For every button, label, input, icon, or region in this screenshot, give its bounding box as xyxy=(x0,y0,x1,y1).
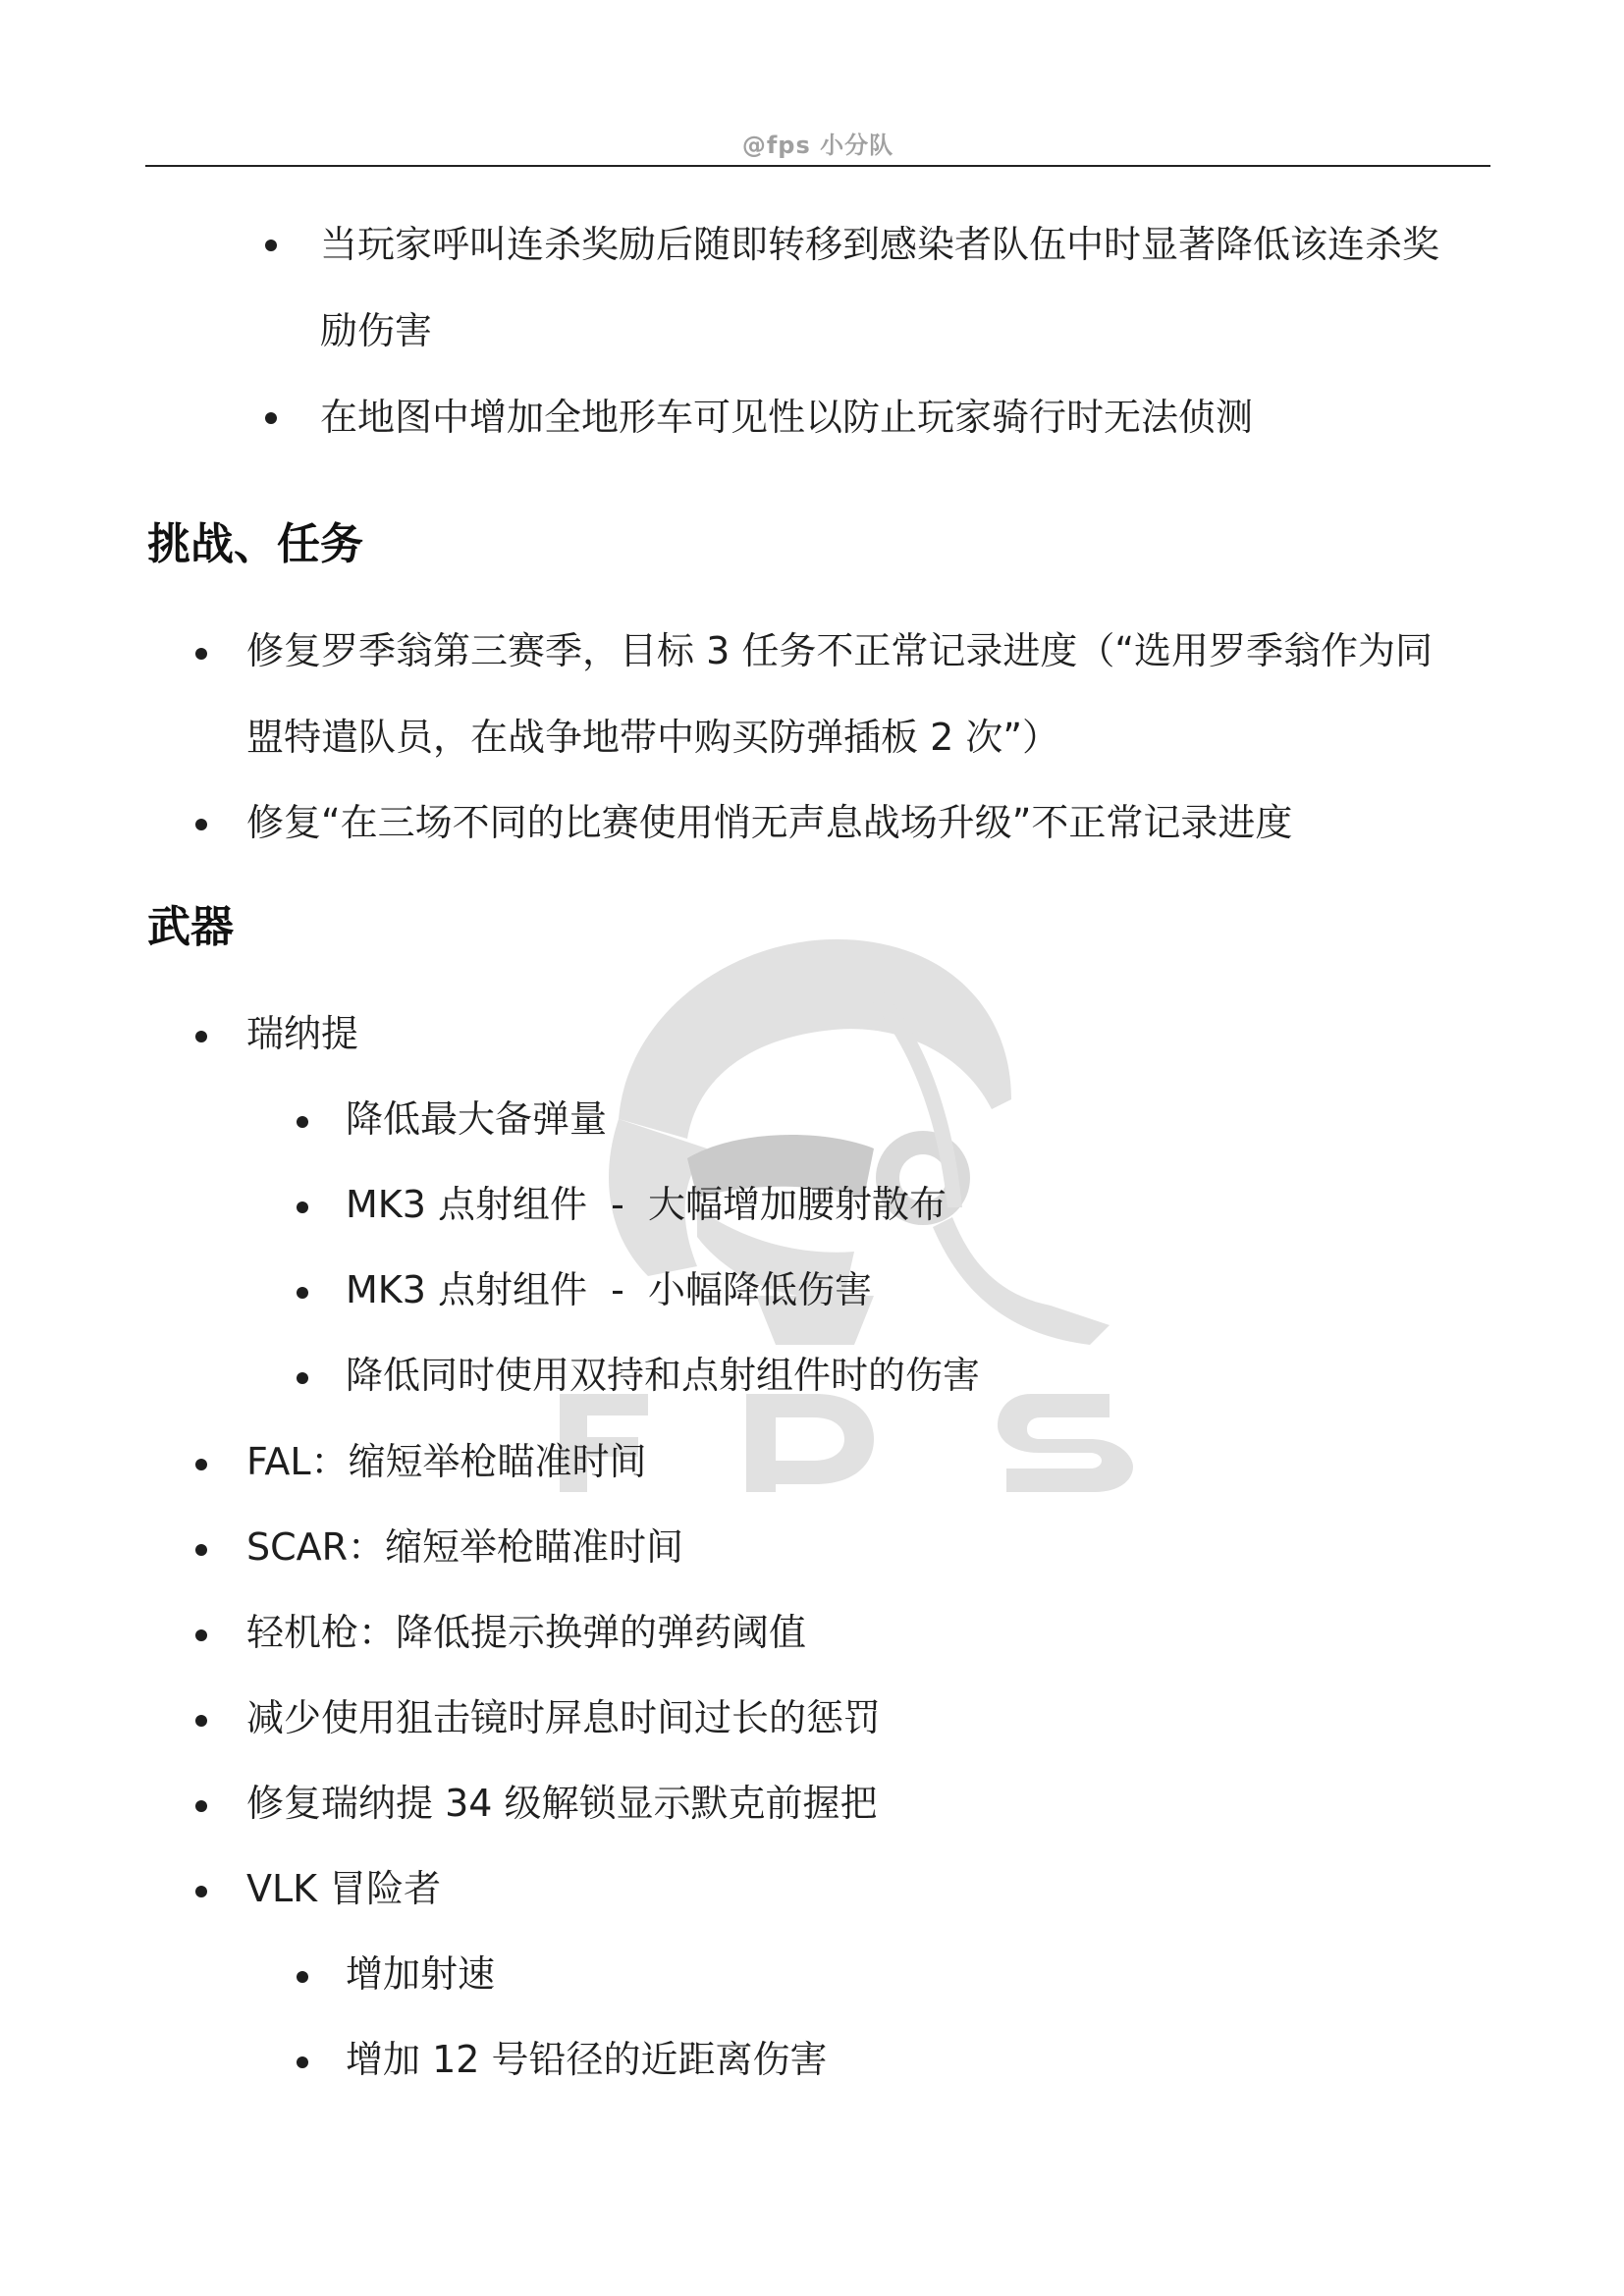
sub-list-item: 增加 12 号铅径的近距离伤害 xyxy=(346,2038,828,2081)
sub-bullet-icon xyxy=(297,1116,308,1128)
list-item-continuation: 盟特遣队员，在战争地带中购买防弹插板 2 次”） xyxy=(246,716,1060,759)
list-item: 轻机枪：降低提示换弹的弹药阈值 xyxy=(246,1611,807,1654)
list-item: 减少使用狙击镜时屏息时间过长的惩罚 xyxy=(246,1696,882,1739)
sub-bullet-icon xyxy=(297,1287,308,1299)
section-title-challenges: 挑战、任务 xyxy=(147,519,363,569)
list-item: 瑞纳提 xyxy=(246,1012,359,1055)
sub-bullet-icon xyxy=(297,1971,308,1983)
list-item: 当玩家呼叫连杀奖励后随即转移到感染者队伍中时显著降低该连杀奖 xyxy=(320,223,1440,266)
list-item-continuation: 励伤害 xyxy=(320,309,433,352)
sub-bullet-icon xyxy=(297,2056,308,2068)
bullet-icon xyxy=(195,648,207,660)
bullet-icon xyxy=(195,1544,207,1556)
sub-list-item: MK3 点射组件 - 小幅降低伤害 xyxy=(346,1268,872,1311)
bullet-icon xyxy=(195,1031,207,1042)
sub-bullet-icon xyxy=(297,1201,308,1213)
list-item: 修复“在三场不同的比赛使用悄无声息战场升级”不正常记录进度 xyxy=(246,801,1293,844)
sub-list-item: MK3 点射组件 - 大幅增加腰射散布 xyxy=(346,1183,947,1226)
list-item: VLK 冒险者 xyxy=(246,1867,442,1910)
list-item: 修复瑞纳提 34 级解锁显示默克前握把 xyxy=(246,1782,878,1825)
bullet-icon xyxy=(195,1715,207,1727)
list-item: 修复罗季翁第三赛季，目标 3 任务不正常记录进度（“选用罗季翁作为同 xyxy=(246,629,1434,672)
bullet-icon xyxy=(195,1800,207,1812)
list-item: FAL：缩短举枪瞄准时间 xyxy=(246,1440,647,1483)
sub-list-item: 增加射速 xyxy=(346,1952,496,1996)
bullet-icon xyxy=(195,1459,207,1470)
page-header xyxy=(145,122,1490,167)
header-text: @fps 小分队 xyxy=(741,132,894,159)
list-item: SCAR：缩短举枪瞄准时间 xyxy=(246,1525,684,1569)
sub-bullet-icon xyxy=(297,1372,308,1384)
bullet-icon xyxy=(195,1629,207,1641)
bullet-icon xyxy=(195,819,207,830)
bullet-icon xyxy=(195,1886,207,1897)
section-title-weapons: 武器 xyxy=(147,902,234,952)
sub-list-item: 降低最大备弹量 xyxy=(346,1097,608,1141)
sub-list-item: 降低同时使用双持和点射组件时的伤害 xyxy=(346,1354,981,1397)
bullet-icon xyxy=(265,240,277,251)
bullet-icon xyxy=(265,412,277,424)
list-item: 在地图中增加全地形车可见性以防止玩家骑行时无法侦测 xyxy=(320,396,1254,439)
